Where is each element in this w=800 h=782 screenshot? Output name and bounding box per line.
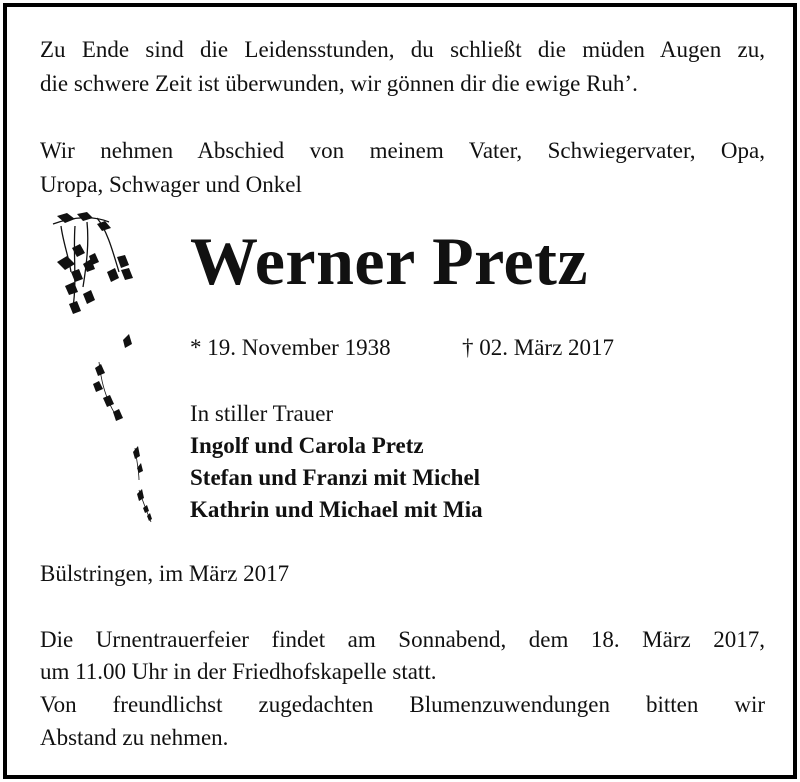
death-date: † 02. März 2017 [462,335,615,360]
ceremony-line-1: Die Urnentrauerfeier findet am Sonnabend, dem 18. März 2017, [40,627,765,652]
ceremony-line-3: Von freundlichst zugedachten Blumenzuwendungen bitten wir [40,692,765,717]
mourner-name: Kathrin und Michael mit Mia [190,497,483,522]
poem-line-1: Zu Ende sind die Leidensstunden, du schließt die müden Augen zu, [40,37,765,62]
mourner-name: Stefan und Franzi mit Michel [190,465,481,490]
intro-line-2: Uropa, Schwager und Onkel [40,172,302,197]
place-date: Bülstringen, im März 2017 [40,561,290,586]
obituary-notice [3,3,797,779]
poem-line-2: die schwere Zeit ist überwunden, wir gönnen dir die ewige Ruh’. [40,71,638,96]
birth-date: * 19. November 1938 [190,335,391,360]
ceremony-line-2: um 11.00 Uhr in der Friedhofskapelle statt. [40,659,437,684]
deceased-name: Werner Pretz [190,223,589,299]
birch-branch-icon [47,212,162,532]
ceremony-line-4: Abstand zu nehmen. [40,725,229,750]
mourning-heading: In stiller Trauer [190,401,334,426]
mourner-name: Ingolf und Carola Pretz [190,433,424,458]
intro-line-1: Wir nehmen Abschied von meinem Vater, Schwiegervater, Opa, [40,138,765,163]
